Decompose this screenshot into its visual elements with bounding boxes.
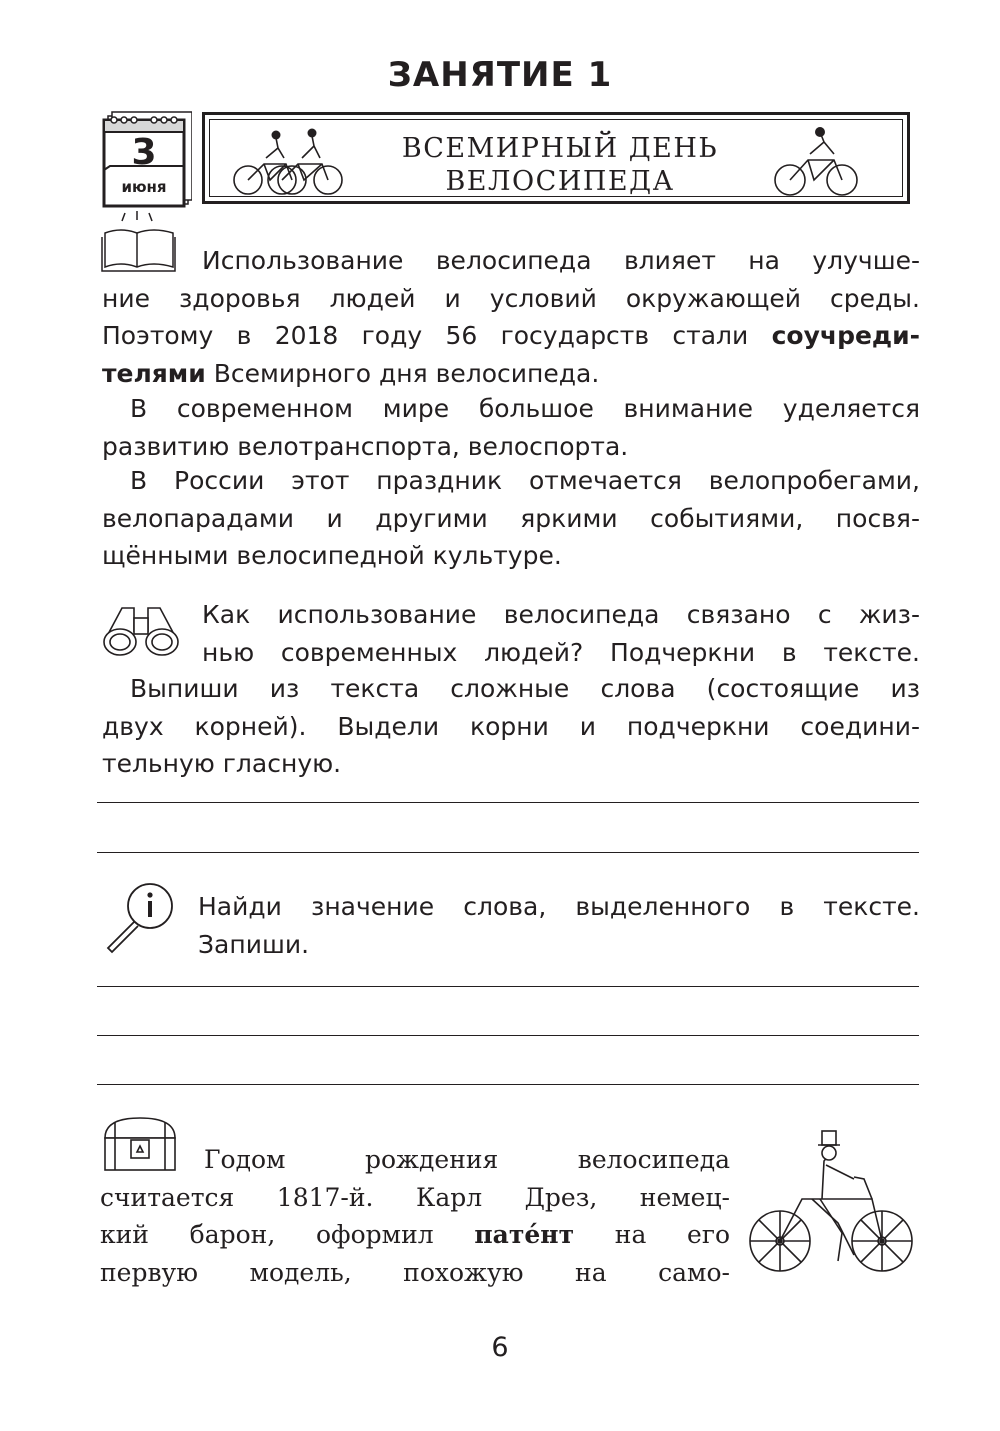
banner-title-line2: ВЕЛОСИПЕДА bbox=[445, 166, 675, 197]
banner-title-line1: ВСЕМИРНЫЙ ДЕНЬ bbox=[401, 133, 719, 164]
answer-line[interactable] bbox=[97, 852, 919, 853]
history-paragraph bbox=[100, 1141, 730, 1291]
text-line: считается 1817-й. Карл Дрез, немец- bbox=[100, 1182, 730, 1212]
text-line bbox=[100, 1216, 730, 1254]
text-line: велопарадами и другими яркими событиями, посвя- bbox=[102, 503, 920, 533]
text-line bbox=[102, 317, 920, 355]
text-line: Выпиши из текста сложные слова (состоящие из bbox=[130, 674, 920, 703]
text-segment: Всемирного дня велосипеда. bbox=[205, 358, 600, 388]
page-number: 6 bbox=[491, 1332, 509, 1363]
answer-line[interactable] bbox=[97, 986, 919, 987]
calendar-month: июня bbox=[121, 178, 167, 196]
banner-title bbox=[360, 132, 760, 198]
text-segment: на его bbox=[614, 1220, 730, 1249]
text-line: нью современных людей? Подчеркни в тексте. bbox=[202, 637, 920, 667]
text-line: В России этот праздник отмечается велопробегами, bbox=[130, 466, 920, 495]
page-title: ЗАНЯТИЕ 1 bbox=[387, 55, 613, 95]
text-line: В современном мире большое внимание уделяется bbox=[130, 394, 920, 423]
text-line: тельную гласную. bbox=[102, 749, 342, 778]
text-line: Годом рождения велосипеда bbox=[204, 1145, 730, 1174]
text-line: двух корней). Выдели корни и подчеркни соедини- bbox=[102, 711, 920, 741]
task1-instruction bbox=[102, 670, 920, 783]
cyclist-icon bbox=[772, 126, 862, 198]
text-segment: кий барон, оформил bbox=[100, 1220, 434, 1249]
text-line: Использование велосипеда влияет на улучше- bbox=[202, 246, 920, 275]
text-line: развитию велотранспорта, велоспорта. bbox=[102, 431, 629, 461]
text-line: Как использование велосипеда связано с жиз- bbox=[202, 600, 920, 629]
reading-paragraph-3 bbox=[102, 462, 920, 575]
highlighted-word: соучреди- bbox=[771, 321, 920, 350]
task2-instruction bbox=[102, 888, 920, 963]
text-line: ние здоровья людей и условий окружающей среды. bbox=[102, 283, 920, 313]
two-cyclists-icon bbox=[230, 128, 350, 198]
reading-paragraph-1 bbox=[102, 242, 920, 392]
text-line: Найди значение слова, выделенного в тексте. bbox=[198, 892, 920, 921]
banner-inner-frame bbox=[209, 119, 903, 197]
text-line: первую модель, похожую на само- bbox=[100, 1257, 730, 1287]
answer-line[interactable] bbox=[97, 802, 919, 803]
answer-line[interactable] bbox=[97, 1084, 919, 1085]
calendar-date-icon bbox=[100, 108, 192, 210]
text-segment: Поэтому в 2018 году 56 государств стали bbox=[102, 321, 749, 350]
answer-line[interactable] bbox=[97, 1035, 919, 1036]
topic-banner bbox=[202, 112, 910, 204]
highlighted-word: патéнт bbox=[474, 1220, 575, 1249]
highlighted-word: телями bbox=[102, 358, 206, 388]
text-line: Запиши. bbox=[198, 929, 310, 959]
text-line bbox=[102, 355, 920, 393]
calendar-day: 3 bbox=[131, 132, 157, 173]
text-line: щёнными велосипедной культуре. bbox=[102, 541, 562, 570]
task1-question bbox=[102, 596, 920, 671]
draisine-rider-illustration bbox=[742, 1125, 922, 1280]
reading-paragraph-2 bbox=[102, 390, 920, 465]
calendar-drawing bbox=[100, 108, 192, 210]
